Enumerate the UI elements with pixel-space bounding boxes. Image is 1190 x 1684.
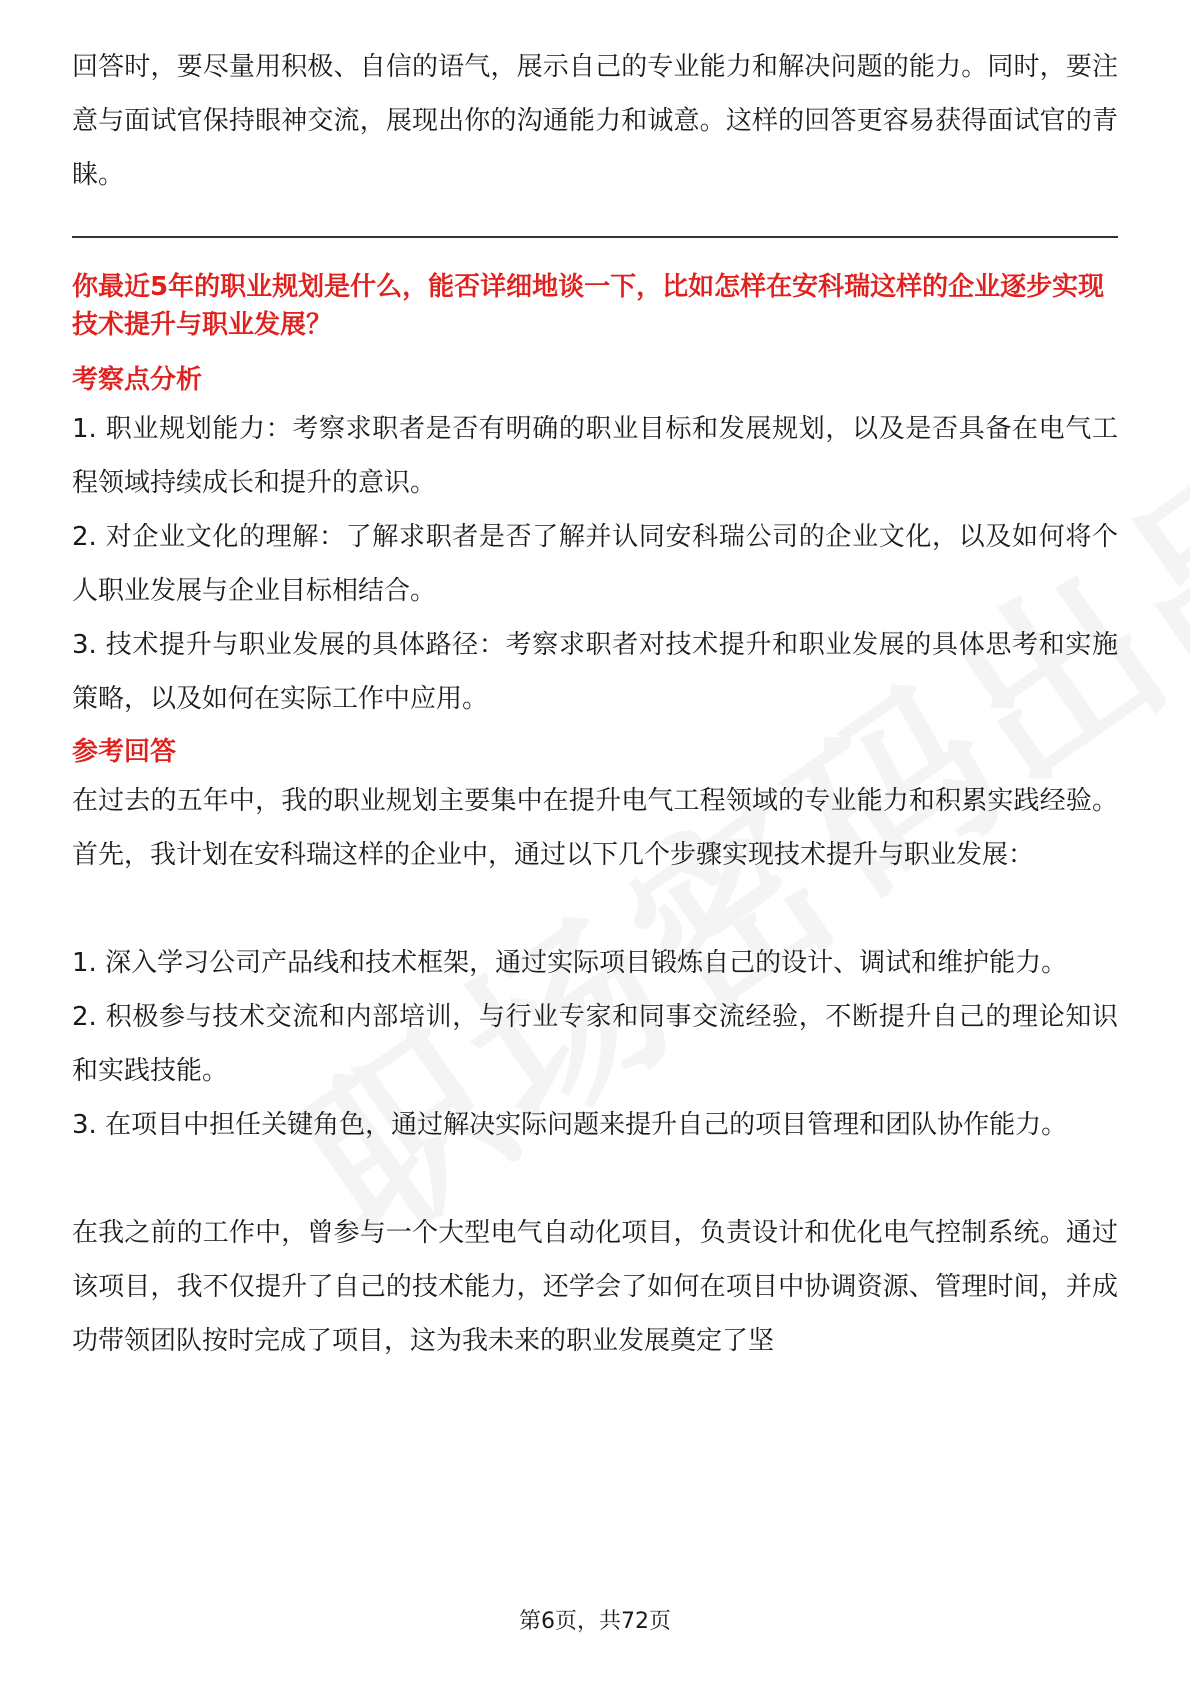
answer-steps — [72, 936, 1118, 1152]
interview-question: 你最近5年的职业规划是什么，能否详细地谈一下，比如怎样在安科瑞这样的企业逐步实现技术提升与职业发展？ — [72, 272, 1105, 340]
analysis-item: 2. 对企业文化的理解：了解求职者是否了解并认同安科瑞公司的企业文化，以及如何将个人职业发展与企业目标相结合。 — [72, 522, 1118, 606]
analysis-list — [72, 402, 1118, 726]
answer-experience: 在我之前的工作中，曾参与一个大型电气自动化项目，负责设计和优化电气控制系统。通过该项目，我不仅提升了自己的技术能力，还学会了如何在项目中协调资源、管理时间，并成功带领团队按时完成了项目，这为我未来的职业发展奠定了坚 — [72, 1218, 1118, 1356]
answer-step: 2. 积极参与技术交流和内部培训，与行业专家和同事交流经验，不断提升自己的理论知识和实践技能。 — [72, 1002, 1118, 1086]
document-page — [72, 40, 1118, 1368]
section-divider — [72, 236, 1118, 238]
analysis-item: 1. 职业规划能力：考察求职者是否有明确的职业目标和发展规划，以及是否具备在电气工程领域持续成长和提升的意识。 — [72, 414, 1118, 498]
answer-opening: 在过去的五年中，我的职业规划主要集中在提升电气工程领域的专业能力和积累实践经验。首先，我计划在安科瑞这样的企业中，通过以下几个步骤实现技术提升与职业发展： — [72, 786, 1118, 870]
answer-step: 1. 深入学习公司产品线和技术框架，通过实际项目锻炼自己的设计、调试和维护能力。 — [72, 948, 1068, 978]
page-indicator: 第6页，共72页 — [519, 1609, 671, 1634]
answer-heading: 参考回答 — [72, 737, 177, 767]
answer-step: 3. 在项目中担任关键角色，通过解决实际问题来提升自己的项目管理和团队协作能力。 — [72, 1110, 1068, 1140]
analysis-heading: 考察点分析 — [72, 365, 203, 395]
intro-paragraph: 回答时，要尽量用积极、自信的语气，展示自己的专业能力和解决问题的能力。同时，要注意与面试官保持眼神交流，展现出你的沟通能力和诚意。这样的回答更容易获得面试官的青睐。 — [72, 52, 1118, 190]
analysis-item: 3. 技术提升与职业发展的具体路径：考察求职者对技术提升和职业发展的具体思考和实施策略，以及如何在实际工作中应用。 — [72, 630, 1118, 714]
